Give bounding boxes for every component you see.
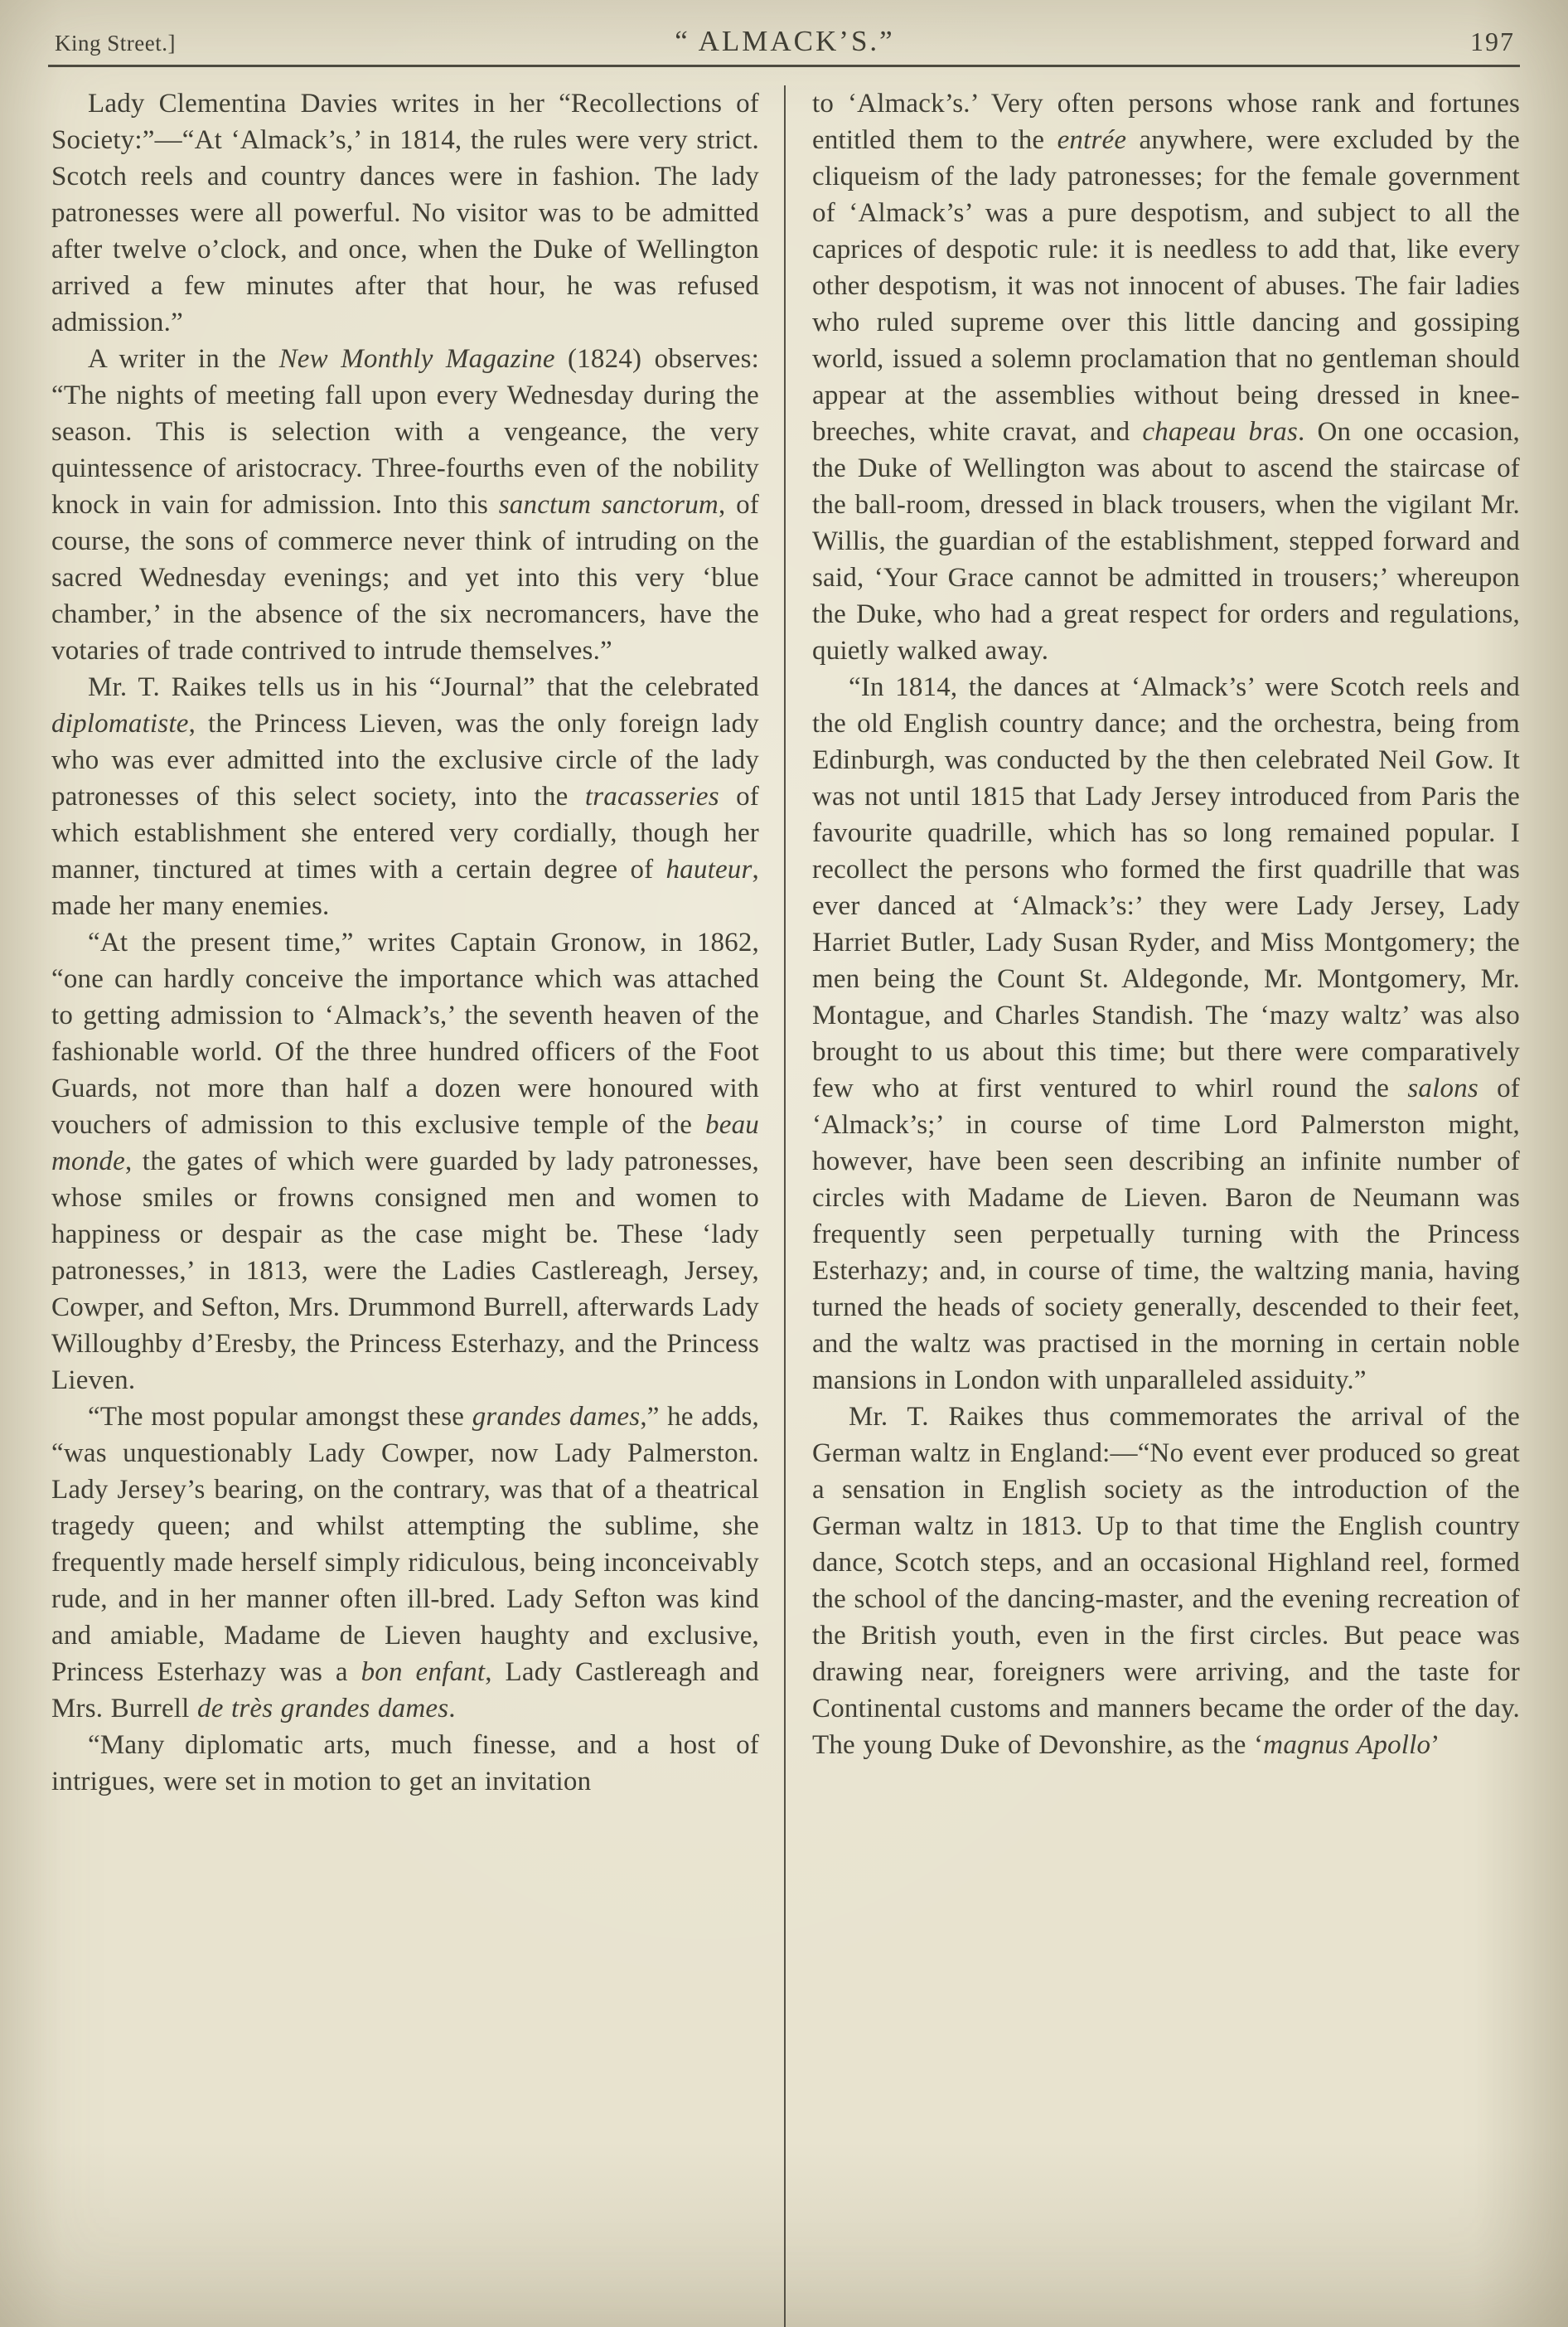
text-run: “The most popular amongst these [88, 1402, 472, 1432]
text-run: Lady Clementina Davies writes in her “Recollections of Society:”—“At ‘Almack’s,’ in 1814, the rules were very strict. Scotch reels and country dances were in fashion. The lady patronesses were all powerful. No visitor was to be admitted after twelve o’clock, and once, when the Duke of Wellington arrived a few minutes after that hour, he was refused admission.” [51, 89, 759, 337]
italic-text-run: sanctum sanctorum [498, 490, 719, 520]
text-run: , the gates of which were guarded by lady patronesses, whose smiles or frowns consigned men and women to happiness or despair as the case might be. These ‘lady patronesses,’ in 1813, were the Ladies Castlereagh, Jersey, Cowper, and Sefton, Mrs. Drummond Burrell, afterwards Lady Willoughby d’Eresby, the Princess Esterhazy, and the Princess Lieven. [51, 1147, 759, 1395]
left-column [51, 85, 784, 2327]
paragraph [51, 669, 759, 924]
italic-text-run: de très grandes dames [197, 1694, 449, 1723]
text-run: , Lady Castlereagh and Mrs. Burrell [51, 1657, 760, 1723]
paragraph [51, 85, 759, 341]
text-run: ,” he adds, “was unquestionably Lady Cowper, now Lady Palmerston. Lady Jersey’s bearing, on the contrary, was that of a theatrical tragedy queen; and whilst attempting the sublime, she frequently made herself simply ridiculous, being inconceivably rude, and in her manner often ill-bred. Lady Sefton was kind and amiable, Madame de Lieven haughty and exclusive, Princess Esterhazy was a [51, 1402, 760, 1687]
italic-text-run: hauteur [665, 855, 753, 885]
text-run: anywhere, were excluded by the cliqueism of the lady patronesses; for the female government of ‘Almack’s’ was a pure despotism, and subject to all the caprices of despotic rule: it is needless to add that, like every other despotism, it was not innocent of abuses. The fair ladies who ruled supreme over this little dancing and gossiping world, issued a solemn proclamation that no gentleman should appear at the assemblies without being dressed in knee-breeches, white cravat, and [812, 125, 1520, 447]
running-title-left: King Street.] [55, 31, 176, 56]
text-run: A writer in the [88, 344, 279, 374]
italic-text-run: beau monde [51, 1110, 759, 1176]
text-run: , of course, the sons of commerce never think of intruding on the sacred Wednesday evenings; and yet into this very ‘blue chamber,’ in the absence of the six necromancers, have the votaries of trade contrived to intrude themselves.” [51, 490, 759, 666]
page-header [0, 0, 1568, 63]
text-run: “At the present time,” writes Captain Gronow, in 1862, “one can hardly conceive the importance which was attached to getting admission to ‘Almack’s,’ the seventh heaven of the fashionable world. Of the three hundred officers of the Foot Guards, not more than half a dozen were honoured with vouchers of admission to this exclusive temple of the [51, 928, 759, 1140]
text-run: of which establishment she entered very cordially, though her manner, tinctured at times with a certain degree of [51, 782, 759, 885]
text-run: , the Princess Lieven, was the only foreign lady who was ever admitted into the exclusive circle of the lady patronesses of this select society, into the [51, 709, 759, 812]
italic-text-run: magnus Apollo [1263, 1730, 1431, 1760]
italic-text-run: chapeau bras [1142, 417, 1299, 447]
text-run: . [448, 1694, 456, 1723]
text-run: (1824) observes: “The nights of meeting fall upon every Wednesday during the season. This is selection with a vengeance, the very quintessence of aristocracy. Three-fourths even of the nobility knock in vain for admission. Into this [51, 344, 759, 520]
right-column [786, 85, 1520, 2327]
page-number: 197 [1470, 27, 1515, 56]
paragraph [51, 341, 759, 669]
text-run: , made her many enemies. [51, 855, 759, 921]
italic-text-run: tracasseries [584, 782, 719, 812]
text-run: “Many diplomatic arts, much finesse, and a host of intrigues, were set in motion to get an invitation [51, 1730, 759, 1796]
italic-text-run: New Monthly Magazine [278, 344, 555, 374]
paragraph [51, 1727, 759, 1800]
paragraph [812, 1399, 1520, 1763]
paragraph [51, 1399, 759, 1727]
italic-text-run: grandes dames [472, 1402, 641, 1432]
text-run: ’ [1430, 1730, 1440, 1760]
italic-text-run: diplomatiste [51, 709, 189, 739]
paragraph [51, 924, 759, 1399]
text-run: of ‘Almack’s;’ in course of time Lord Palmerston might, however, have been seen describing an infinite number of circles with Madame de Lieven. Baron de Neumann was frequently seen perpetually turning with the Princess Esterhazy; and, in course of time, the waltzing mania, having turned the heads of society generally, descended to their feet, and the waltz was practised in the morning in certain noble mansions in London with unparalleled assiduity.” [812, 1074, 1520, 1395]
text-run: Mr. T. Raikes thus commemorates the arrival of the German waltz in England:—“No event ever produced so great a sensation in English society as the introduction of the German waltz in 1813. Up to that time the English country dance, Scotch steps, and an occasional Highland reel, formed the school of the dancing-master, and the evening recreation of the British youth, even in the first circles. But peace was drawing near, foreigners were arriving, and the taste for Continental customs and manners became the order of the day. The young Duke of Devonshire, as the ‘ [812, 1402, 1520, 1760]
text-run: Mr. T. Raikes tells us in his “Journal” that the celebrated [88, 672, 759, 702]
italic-text-run: entrée [1057, 125, 1127, 155]
paragraph [812, 669, 1520, 1399]
text-run: . On one occasion, the Duke of Wellington was about to ascend the staircase of the ball-room, dressed in black trousers, when the vigilant Mr. Willis, the guardian of the establishment, stepped forward and said, ‘Your Grace cannot be admitted in trousers;’ whereupon the Duke, who had a great respect for orders and regulations, quietly walked away. [812, 417, 1520, 666]
paragraph [812, 85, 1520, 669]
italic-text-run: salons [1407, 1074, 1478, 1103]
text-run: to ‘Almack’s.’ Very often persons whose rank and fortunes entitled them to the [812, 89, 1520, 155]
running-title-center: “ ALMACK’S.” [675, 25, 895, 57]
italic-text-run: bon enfant [361, 1657, 486, 1687]
page-content [0, 67, 1568, 2327]
text-run: “In 1814, the dances at ‘Almack’s’ were Scotch reels and the old English country dance; and the orchestra, being from Edinburgh, was conducted by the then celebrated Neil Gow. It was not until 1815 that Lady Jersey introduced from Paris the favourite quadrille, which has so long remained popular. I recollect the persons who formed the first quadrille that was ever danced at ‘Almack’s:’ they were Lady Jersey, Lady Harriet Butler, Lady Susan Ryder, and Miss Montgomery; the men being the Count St. Aldegonde, Mr. Montgomery, Mr. Montague, and Charles Standish. The ‘mazy waltz’ was also brought to us about this time; but there were comparatively few who at first ventured to whirl round the [812, 672, 1520, 1103]
